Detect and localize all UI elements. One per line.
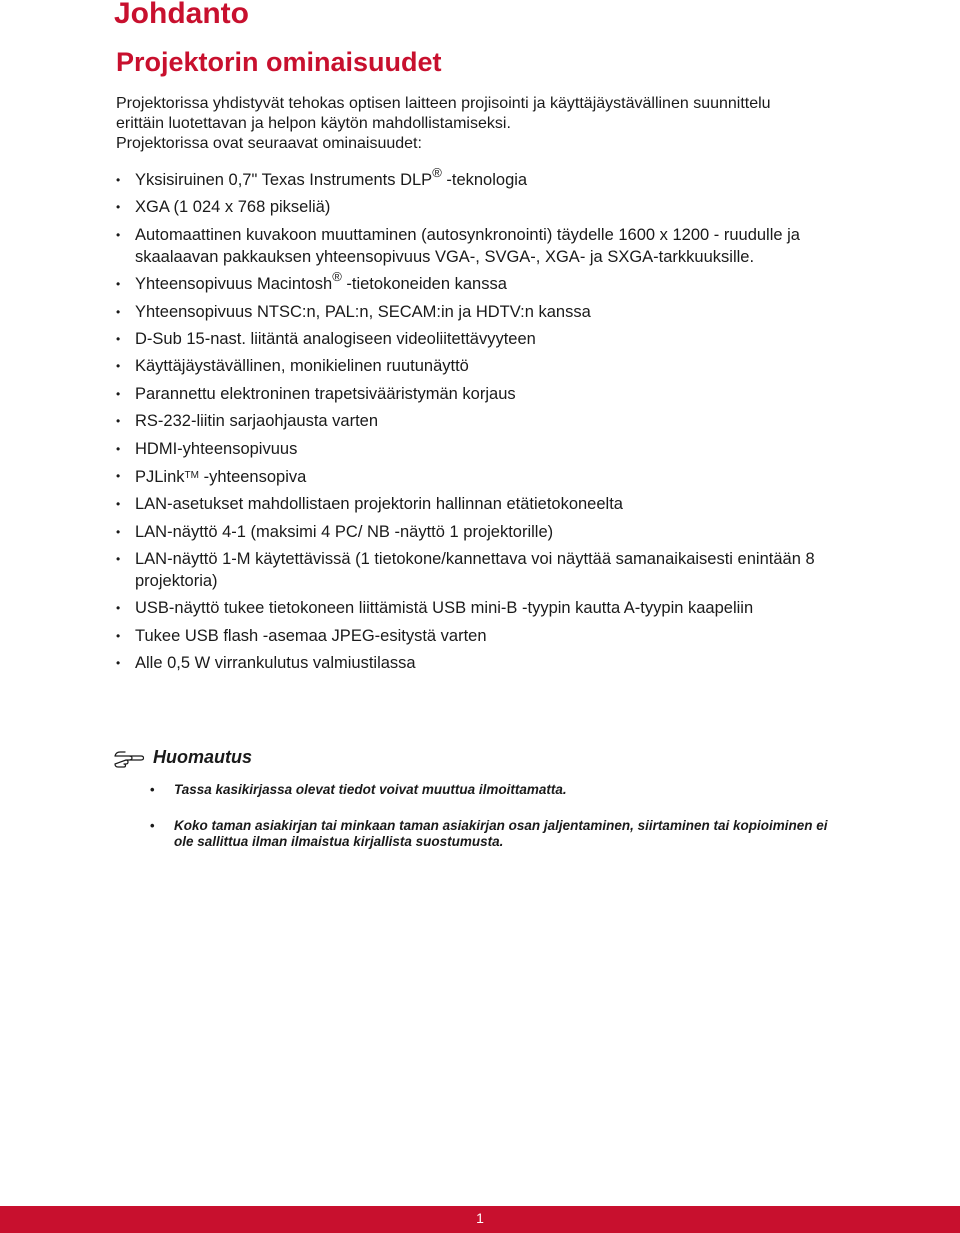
note-title: Huomautus — [153, 746, 252, 767]
footer-bar — [0, 1206, 960, 1233]
feature-text: Automaattinen kuvakoon muuttaminen (autosynkronointi) täydelle 1600 x 1200 - ruudulle ja skaalaavan pakkauksen yhteensopivuus VGA-, SVGA-, XGA- ja SXGA-tarkkuuksille. — [135, 225, 800, 266]
feature-text: Alle 0,5 W virrankulutus valmiustilassa — [135, 654, 416, 673]
bullet-icon: • — [116, 552, 121, 567]
intro-lead-in: Projektorissa ovat seuraavat ominaisuudet: — [116, 135, 422, 152]
intro-description: Projektorissa yhdistyvät tehokas optisen laitteen projisointi ja käyttäjäystävällinen suunnittelu erittäin luotettavan ja helpon käytön mahdollistamiseksi. — [116, 95, 771, 132]
feature-text: XGA (1 024 x 768 pikseliä) — [135, 198, 331, 217]
bullet-icon: • — [116, 468, 121, 483]
feature-text: HDMI-yhteensopivuus — [135, 439, 298, 458]
list-item — [116, 438, 856, 460]
bullet-icon: • — [116, 173, 121, 187]
bullet-icon: • — [116, 524, 121, 539]
list-item — [116, 196, 856, 218]
list-item — [116, 269, 856, 295]
feature-text: USB-näyttö tukee tietokoneen liittämistä USB mini-B -tyypin kautta A-tyypin kaapeliin — [135, 599, 754, 618]
bullet-icon: • — [116, 497, 121, 512]
bullet-icon: • — [116, 200, 121, 215]
intro-paragraph — [116, 94, 816, 154]
section-title: Projektorin ominaisuudet — [116, 47, 442, 77]
list-item — [116, 410, 856, 432]
list-item — [116, 625, 856, 647]
note-text: Tassa kasikirjassa olevat tiedot voivat muuttua ilmoittamatta. — [174, 782, 567, 797]
feature-list — [116, 165, 856, 680]
list-item — [116, 383, 856, 405]
list-item — [150, 782, 850, 798]
page-number: 1 — [476, 1210, 484, 1226]
note-text: Koko taman asiakirjan tai minkaan taman asiakirjan osan jaljentaminen, siirtaminen tai kopioiminen ei ole sallittua ilman ilmaistua kirjallista suostumusta. — [174, 818, 828, 849]
feature-text: RS-232-liitin sarjaohjausta varten — [135, 412, 379, 431]
list-item — [116, 165, 856, 191]
bullet-icon: • — [116, 386, 121, 401]
registered-mark: ® — [432, 165, 442, 180]
list-item — [116, 521, 856, 543]
bullet-icon: • — [116, 414, 121, 429]
feature-text: -teknologia — [441, 171, 528, 189]
feature-text: Parannettu elektroninen trapetsivääristymän korjaus — [135, 384, 516, 403]
feature-text: Yhteensopivuus NTSC:n, PAL:n, SECAM:in ja HDTV:n kanssa — [135, 302, 591, 321]
feature-text: -yhteensopiva — [198, 467, 307, 486]
list-item — [116, 597, 856, 619]
feature-text: LAN-näyttö 4-1 (maksimi 4 PC/ NB -näyttö 1 projektorille) — [135, 522, 554, 541]
list-item — [116, 328, 856, 350]
bullet-icon: • — [116, 628, 121, 643]
bullet-icon: • — [116, 331, 121, 346]
note-list — [150, 782, 850, 870]
trademark-mark: TM — [184, 469, 199, 481]
list-item — [116, 493, 856, 515]
bullet-icon: • — [150, 818, 155, 833]
feature-text: Yhteensopivuus Macintosh — [135, 275, 333, 294]
feature-text: Tukee USB flash -asemaa JPEG-esitystä varten — [135, 626, 487, 645]
list-item — [150, 818, 850, 850]
list-item — [116, 301, 856, 323]
bullet-icon: • — [116, 601, 121, 616]
registered-mark: ® — [332, 269, 342, 285]
feature-text: PJLink — [135, 467, 185, 486]
list-item — [116, 355, 856, 377]
feature-text: Käyttäjäystävällinen, monikielinen ruutunäyttö — [135, 357, 469, 376]
list-item — [116, 224, 856, 268]
feature-text: LAN-asetukset mahdollistaen projektorin hallinnan etätietokoneelta — [135, 495, 623, 514]
bullet-icon: • — [116, 441, 121, 456]
list-item — [116, 465, 856, 488]
list-item — [116, 548, 856, 592]
feature-text: D-Sub 15-nast. liitäntä analogiseen videoliitettävyyteen — [135, 329, 536, 348]
note-header — [113, 743, 252, 771]
page-title: Johdanto — [114, 0, 249, 30]
bullet-icon: • — [116, 227, 121, 242]
bullet-icon: • — [116, 656, 121, 671]
pointing-hand-icon — [113, 746, 145, 768]
feature-text: -tietokoneiden kanssa — [341, 275, 507, 294]
feature-text: Yksisiruinen 0,7" Texas Instruments DLP — [135, 171, 433, 189]
feature-text: LAN-näyttö 1-M käytettävissä (1 tietokone/kannettava voi näyttää samanaikaisesti enintään 8 projektoria) — [135, 550, 815, 591]
list-item — [116, 652, 856, 674]
bullet-icon: • — [116, 277, 121, 292]
bullet-icon: • — [116, 304, 121, 319]
bullet-icon: • — [116, 359, 121, 374]
bullet-icon: • — [150, 782, 155, 797]
